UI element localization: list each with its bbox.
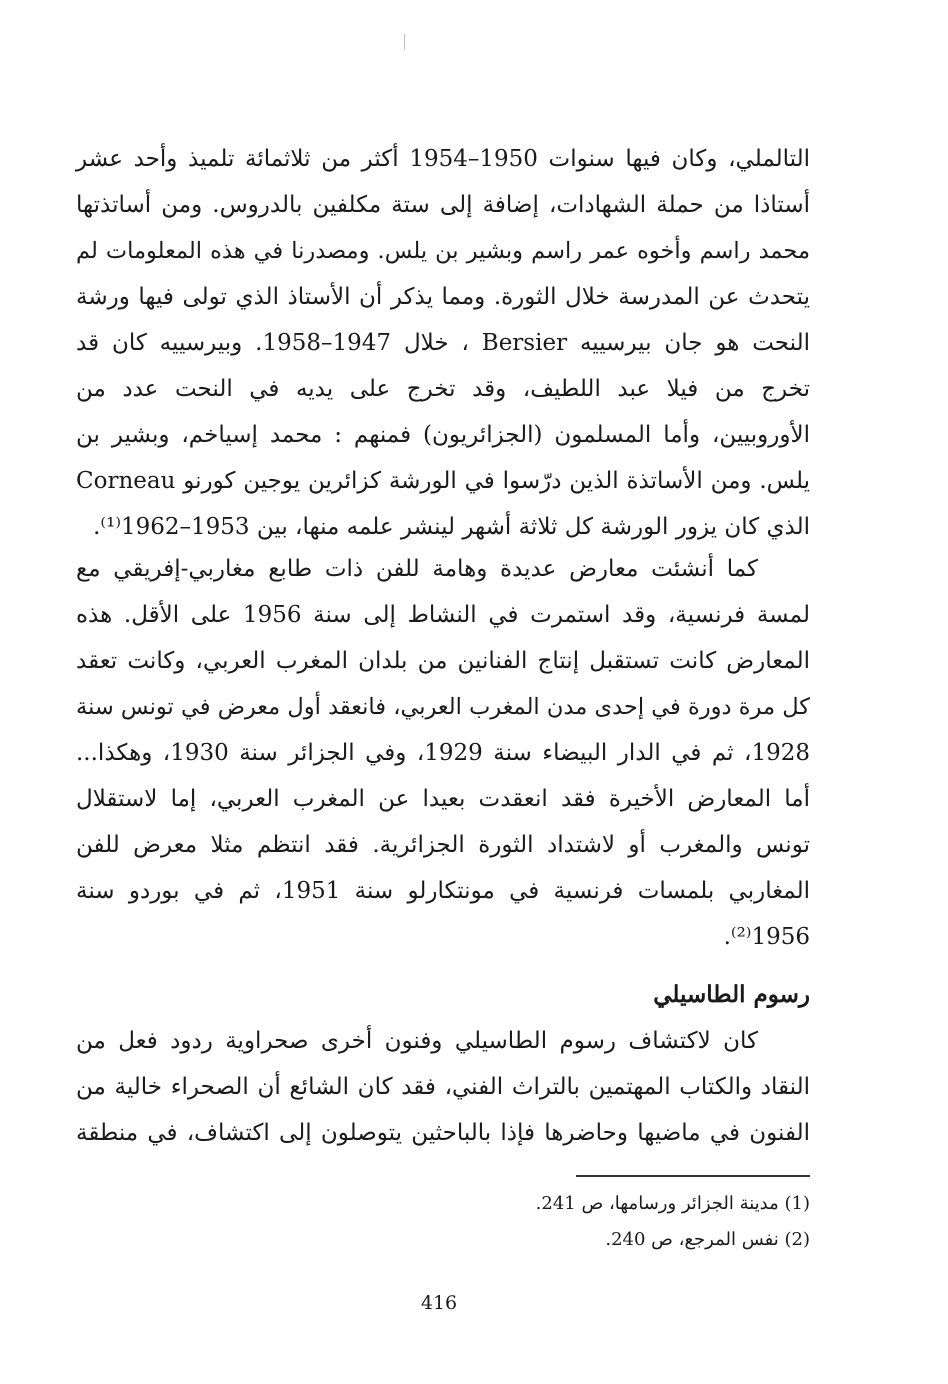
- text-line: التالملي، وكان فيها سنوات 1950–1954 أكثر من ثلاثمائة تلميذ وأحد عشر: [76, 146, 810, 172]
- text-line: المعارض كانت تستقبل إنتاج الفنانين من بلدان المغرب العربي، وكانت تعقد: [76, 648, 810, 674]
- text-line: كما أنشئت معارض عديدة وهامة للفن ذات طابع مغاربي-إفريقي مع: [76, 556, 758, 582]
- text-line: يلس. ومن الأساتذة الذين درّسوا في الورشة كزائرين يوجين كورنو Corneau: [76, 468, 810, 494]
- page-number: 416: [420, 1292, 458, 1314]
- footnotes: [300, 1186, 810, 1258]
- paragraph-3: [76, 1018, 810, 1156]
- text-line: 1956⁽²⁾.: [723, 924, 810, 950]
- text-line: محمد راسم وأخوه عمر راسم وبشير بن يلس. ومصدرنا في هذه المعلومات لم: [76, 238, 810, 264]
- text-line: الذي كان يزور الورشة كل ثلاثة أشهر لينشر علمه منها، بين 1953–1962⁽¹⁾.: [93, 514, 810, 540]
- section-heading: رسوم الطاسيلي: [653, 981, 810, 1008]
- text-line: أما المعارض الأخيرة فقد انعقدت بعيدا عن المغرب العربي، إما لاستقلال: [76, 786, 810, 812]
- text-line: النقاد والكتاب المهتمين بالتراث الفني، فقد كان الشائع أن الصحراء خالية من: [76, 1074, 810, 1100]
- text-line: كل مرة دورة في إحدى مدن المغرب العربي، فانعقد أول معرض في تونس سنة: [76, 694, 810, 720]
- footnote-divider: [576, 1175, 810, 1177]
- text-line: لمسة فرنسية، وقد استمرت في النشاط إلى سنة 1956 على الأقل. هذه: [76, 602, 810, 628]
- text-line: أستاذا من حملة الشهادات، إضافة إلى ستة مكلفين بالدروس. ومن أساتذتها: [76, 192, 810, 218]
- text-line: الفنون في ماضيها وحاضرها فإذا بالباحثين يتوصلون إلى اكتشاف، في منطقة: [76, 1120, 810, 1146]
- text-line: 1928، ثم في الدار البيضاء سنة 1929، وفي الجزائر سنة 1930، وهكذا...: [76, 740, 810, 766]
- text-line: المغاربي بلمسات فرنسية في مونتكارلو سنة 1951، ثم في بوردو سنة: [76, 878, 810, 904]
- text-line: تونس والمغرب أو لاشتداد الثورة الجزائرية. فقد انتظم مثلا معرض للفن: [76, 832, 810, 858]
- paragraph-2: [76, 546, 810, 960]
- text-line: كان لاكتشاف رسوم الطاسيلي وفنون أخرى صحراوية ردود فعل من: [76, 1028, 758, 1054]
- binding-mark: [404, 34, 405, 50]
- text-line: يتحدث عن المدرسة خلال الثورة. ومما يذكر أن الأستاذ الذي تولى فيها ورشة: [76, 284, 810, 310]
- footnote-2: (2) نفس المرجع، ص 240.: [605, 1229, 810, 1250]
- text-line: الأوروبيين، وأما المسلمون (الجزائريون) فمنهم : محمد إسياخم، وبشير بن: [76, 422, 810, 448]
- text-line: النحت هو جان بيرسييه Bersier ، خلال 1947–1958. وبيرسييه كان قد: [76, 330, 810, 356]
- footnote-1: (1) مدينة الجزائر ورسامها، ص 241.: [535, 1193, 810, 1214]
- paragraph-1: [76, 136, 810, 550]
- text-line: تخرج من فيلا عبد اللطيف، وقد تخرج على يديه في النحت عدد من: [76, 376, 810, 402]
